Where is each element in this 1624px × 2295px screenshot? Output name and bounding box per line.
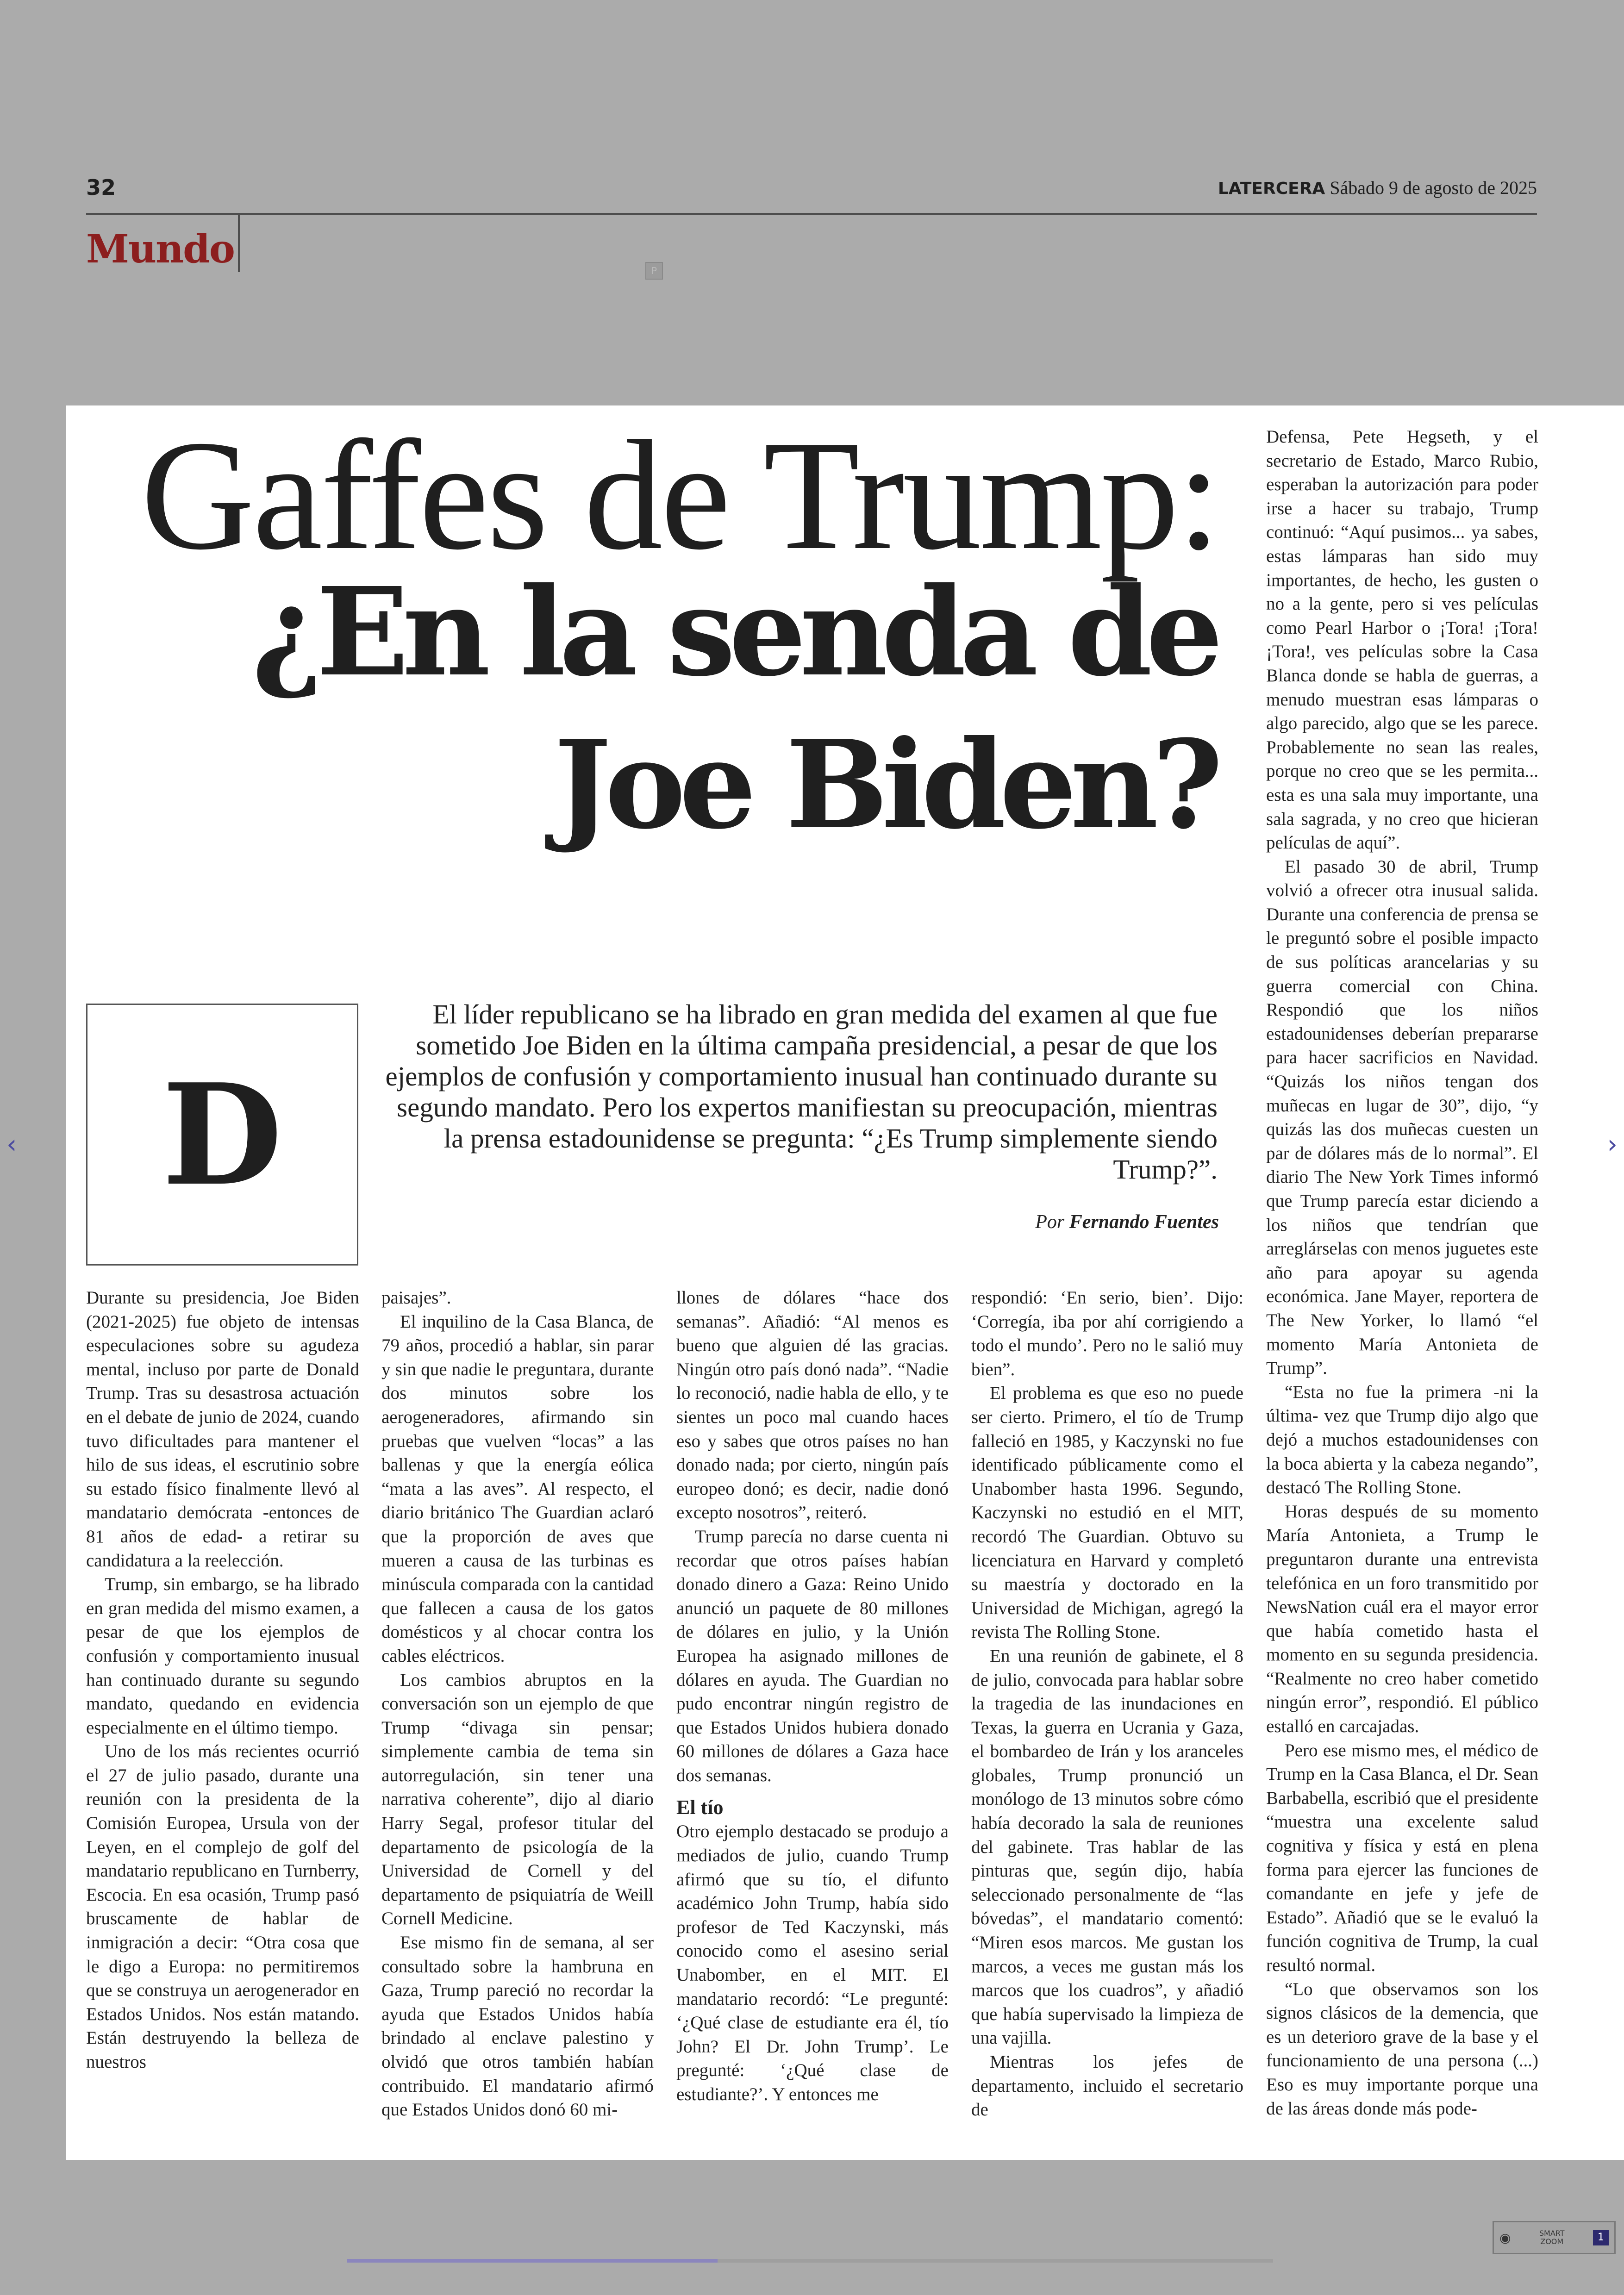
paragraph: Ese mismo fin de semana, al ser consultado sobre la hambruna en Gaza, Trump pareció no recordar la ayuda que Estados Unidos había brindado al enclave palestino y olvidó que otros también habían contribuido. El mandatario afirmó que Estados Unidos donó 60 mi- [381, 1933, 654, 2120]
article-column-2 [381, 1286, 654, 2128]
eye-icon: ◉ [1499, 2230, 1511, 2245]
paragraph: “Esta no fue la primera -ni la última- vez que Trump dijo algo que dejó a muchos estadounidenses con la boca abierta y la cabeza negando”, destacó The Rolling Stone. [1266, 1382, 1538, 1498]
byline-prefix: Por [1035, 1211, 1065, 1233]
paragraph: En una reunión de gabinete, el 8 de julio, convocada para hablar sobre la tragedia de las inundaciones en Texas, la guerra en Ucrania y Gaza, el bombardeo de Irán y los aranceles globales, Trump pronunció un monólogo de 13 minutos sobre cómo había decorado la sala de reuniones del gabinete. Tras hablar de las pinturas que, según dijo, había seleccionado personalmente de “las bóvedas”, el mandatario comentó: “Miren esos marcos. Me gustan los marcos, a veces me gustan más los marcos que los cuadros”, y añadió que había supervisado la limpieza de una vajilla. [971, 1646, 1243, 2048]
page-marker-icon[interactable]: P [645, 262, 663, 280]
previous-page-arrow-icon[interactable]: ‹ [6, 1129, 17, 1160]
subheading: El tío [676, 1796, 724, 1819]
headline-line-3: Joe Biden? [554, 713, 1217, 856]
headline-line-1: Gaffes de Trump: [141, 408, 1219, 582]
masthead-date [1218, 177, 1537, 199]
byline [1035, 1211, 1219, 1233]
paragraph: paisajes”. [381, 1288, 451, 1308]
paragraph: respondió: ‘En serio, bien’. Dijo: ‘Corregía, iba por ahí corrigiendo a todo el mundo’. Pero no le salió muy bien”. [971, 1288, 1243, 1379]
article-column-3 [676, 1286, 949, 2128]
paragraph: Trump, sin embargo, se ha librado en gran medida del mismo examen, a pesar de que los ejemplos de confusión y comportamiento inusual han continuado durante su segundo mandato, quedando en evidencia especialmente en el último tiempo. [86, 1574, 359, 1738]
article-column-4 [971, 1286, 1243, 2128]
paragraph: El inquilino de la Casa Blanca, de 79 años, procedió a hablar, sin parar y sin que nadie le preguntara, durante dos minutos sobre los aerogeneradores, afirmando sin pruebas que vuelven “locas” a las ballenas y que la energía eólica “mata a las aves”. Al respecto, el diario británico The Guardian aclaró que la proporción de aves que mueren a causa de las turbinas es minúscula comparada con la cantidad que fallecen a causa de los gatos domésticos y al chocar contra los cables eléctricos. [381, 1311, 654, 1666]
article-column-1 [86, 1286, 359, 2128]
paragraph: Defensa, Pete Hegseth, y el secretario de Estado, Marco Rubio, esperaban la autorización para poder irse a hacer su trabajo, Trump continuó: “Aquí pusimos... ya sabes, estas lámparas han sido muy importantes, de hecho, les gusten o no a la gente, pero si ves películas como Pearl Harbor o ¡Tora! ¡Tora! ¡Tora!, ves películas sobre la Casa Blanca donde se habla de guerras, a menudo muestran esas lámparas o algo parecido, algo que se les parece. Probablemente no sean las reales, porque no creo que se les permita... esta es una sala muy importante, una sala sagrada, y no creo que hicieran películas de aquí”. [1266, 427, 1538, 853]
paragraph: El pasado 30 de abril, Trump volvió a ofrecer otra inusual salida. Durante una conferencia de prensa se le preguntó sobre el posible impacto de sus políticas arancelarias y su guerra comercial con China. Respondió que los niños estadounidenses deberían prepararse para hacer sacrificios en Navidad. “Quizás los niños tengan dos muñecas en lugar de 30”, dijo, “y quizás las dos muñecas cuesten un par de dólares más de lo normal”. El diario The New York Times informó que Trump parecía estar diciendo a los niños que tendrían que arreglárselas con menos juguetes este año para apoyar su agenda económica. Jane Mayer, reportera de The New Yorker, lo llamó “el momento María Antonieta de Trump”. [1266, 856, 1538, 1378]
smart-zoom-badge: 1 [1593, 2230, 1609, 2245]
issue-date: Sábado 9 de agosto de 2025 [1330, 177, 1537, 198]
paragraph: llones de dólares “hace dos semanas”. Añadió: “Al menos es bueno que alguien dé las gracias. Ningún otro país donó nada”. “Nadie lo reconoció, nadie habla de ello, y te sientes un poco mal cuando haces eso y sabes que otros países no han donado nada; por cierto, ningún país europeo donó; es decir, nadie donó excepto nosotros”, reiteró. [676, 1288, 949, 1523]
section-divider [238, 215, 240, 272]
page-scrubber-fill [347, 2259, 718, 2263]
paragraph: “Lo que observamos son los signos clásicos de la demencia, que es un deterioro grave de la base y el funcionamiento de una persona (...) Eso es muy importante porque una de las áreas donde más pode- [1266, 1979, 1538, 2119]
paragraph: Pero ese mismo mes, el médico de Trump en la Casa Blanca, el Dr. Sean Barbabella, escribió que el presidente “muestra una excelente salud cognitiva y física y está en plena forma para ejercer las funciones de comandante en jefe y jefe de Estado”. Añadió que se le evaluó la función cognitiva de Trump, la cual resultó normal. [1266, 1740, 1538, 1975]
section-name: Mundo [86, 226, 234, 272]
brand-name: LATERCERA [1218, 179, 1325, 198]
smart-zoom-button[interactable] [1493, 2221, 1616, 2254]
article-lede: El líder republicano se ha librado en gran medida del examen al que fue sometido Joe Biden en la última campaña presidencial, a pesar de que los ejemplos de confusión y comportamiento inusual han continuado durante su segundo mandato. Pero los expertos manifiestan su preocupación, mientras la prensa estadounidense se pregunta: “¿Es Trump simplemente siendo Trump?”. [385, 999, 1218, 1185]
paragraph: Otro ejemplo destacado se produjo a mediados de julio, cuando Trump afirmó que su tío, el difunto académico John Trump, había sido profesor de Ted Kaczynski, más conocido como el asesino serial Unabomber, en el MIT. El mandatario recordó: “Le pregunté: ‘¿Qué clase de estudiante era él, tío John? El Dr. John Trump’. Le pregunté: ‘¿Qué clase de estudiante?’. Y entonces me [676, 1821, 949, 2104]
page-number: 32 [86, 175, 116, 200]
next-page-arrow-icon[interactable]: › [1607, 1129, 1618, 1160]
dropcap-letter: D [162, 1053, 283, 1216]
paragraph: Los cambios abruptos en la conversación son un ejemplo de que Trump “divaga sin pensar; simplemente cambia de tema sin autorregulación, sin tener una narrativa coherente”, dijo al diario Harry Segal, profesor titular del departamento de psicología de la Universidad de Cornell y del departamento de psiquiatría de Weill Cornell Medicine. [381, 1670, 654, 1929]
article-column-5 [1266, 425, 1538, 2128]
smart-zoom-label: SMART ZOOM [1539, 2229, 1565, 2246]
paragraph: Trump parecía no darse cuenta ni recordar que otros países habían donado dinero a Gaza: Reino Unido anunció un paquete de 80 millones de dólares en julio, y la Unión Europea ha asignado millones de dólares en ayuda. The Guardian no pudo encontrar ningún registro de que Estados Unidos hubiera donado 60 millones de dólares a Gaza hace dos semanas. [676, 1526, 949, 1785]
headline-line-2: ¿En la senda de [251, 561, 1217, 703]
header-rule [86, 213, 1537, 215]
paragraph: Uno de los más recientes ocurrió el 27 de julio pasado, durante una reunión con la presidenta de la Comisión Europea, Ursula von der Leyen, en el complejo de golf del mandatario republicano en Turnberry, Escocia. En esa ocasión, Trump pasó bruscamente de hablar de inmigración a decir: “Otra cosa que le digo a Europa: no permitiremos que se construya un aerogenerador en Estados Unidos. Nos están matando. Están destruyendo la belleza de nuestros [86, 1741, 359, 2072]
paragraph: Durante su presidencia, Joe Biden (2021-2025) fue objeto de intensas especulaciones sobre su agudeza mental, incluso por parte de Donald Trump. Tras su desastrosa actuación en el debate de junio de 2024, cuando tuvo dificultades para mantener el hilo de sus ideas, el escrutinio sobre su estado físico finalmente llevó al mandatario demócrata -entonces de 81 años de edad- a retirar su candidatura a la reelección. [86, 1288, 359, 1571]
paragraph: El problema es que eso no puede ser cierto. Primero, el tío de Trump falleció en 1985, y Kaczynski no fue identificado públicamente como el Unabomber hasta 1996. Segundo, Kaczynski no estudió en el MIT, recordó The Guardian. Obtuvo su licenciatura en Harvard y completó su maestría y doctorado en la Universidad de Michigan, agregó la revista The Rolling Stone. [971, 1383, 1243, 1642]
paragraph: Horas después de su momento María Antonieta, a Trump le preguntaron durante una entrevista telefónica en un foro transmitido por NewsNation cuál era el mayor error que había cometido hasta el momento en su segunda presidencia. “Realmente no creo haber cometido ningún error”, respondió. El público estalló en carcajadas. [1266, 1501, 1538, 1737]
paragraph: Mientras los jefes de departamento, incluido el secretario de [971, 2052, 1243, 2120]
byline-author: Fernando Fuentes [1069, 1211, 1219, 1233]
